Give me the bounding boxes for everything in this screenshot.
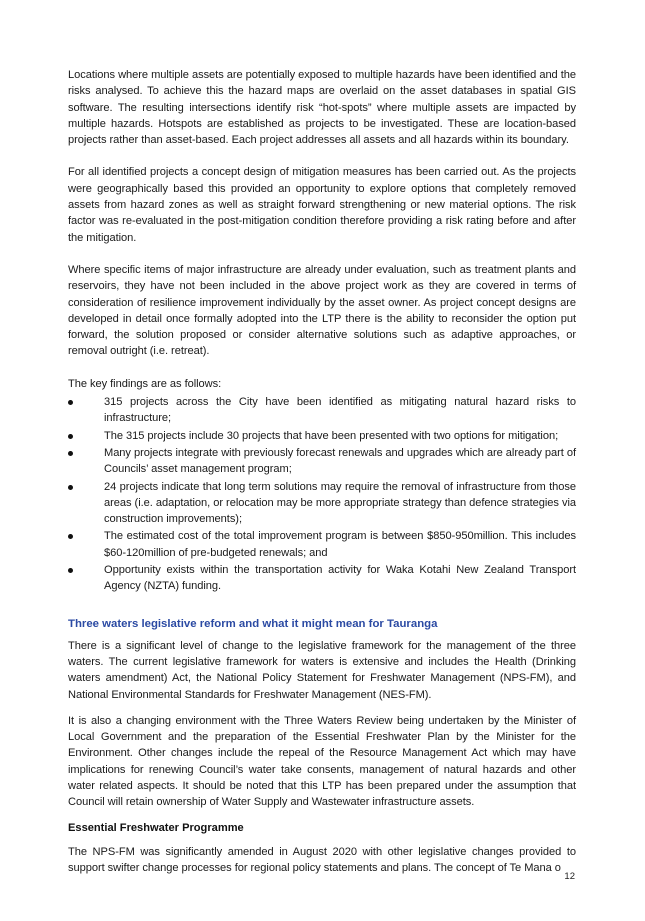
- list-item: [68, 562, 576, 595]
- list-item: [68, 394, 576, 427]
- list-item-text: Many projects integrate with previously forecast renewals and upgrades which are already part of Councils’ asset management program;: [104, 446, 576, 476]
- key-findings-list: [68, 394, 576, 595]
- list-item-text: The 315 projects include 30 projects that have been presented with two options for mitigation;: [104, 429, 559, 442]
- paragraph-hotspots: Locations where multiple assets are potentially exposed to multiple hazards have been identified and the risks analysed. To achieve this the hazard maps are overlaid on the asset databases in spatial GIS software. The resulting intersections identify risk “hot-spots” where multiple assets are impacted by multiple hazards. Hotspots are established as projects to be investigated. These are location-based projects rather than asset-based. Each project addresses all assets and all hazards within its boundary.: [68, 69, 576, 147]
- paragraph-nps-fm: The NPS-FM was significantly amended in August 2020 with other legislative changes provided to support swifter change processes for regional policy statements and plans. The concept of Te Mana o: [68, 845, 576, 874]
- page-content: [68, 67, 576, 892]
- three-waters-heading: Three waters legislative reform and what it might mean for Tauranga: [68, 617, 438, 630]
- list-item: [68, 428, 576, 444]
- list-item-text: Opportunity exists within the transportation activity for Waka Kotahi New Zealand Transport Agency (NZTA) funding.: [104, 564, 576, 593]
- list-item: [68, 479, 576, 528]
- bullet-icon: [68, 485, 73, 490]
- list-item: [68, 445, 576, 478]
- paragraph-changing-environment: It is also a changing environment with the Three Waters Review being undertaken by the Minister of Local Government and the preparation of the Essential Freshwater Plan by the Minister for the Environment. Other changes include the repeal of the Resource Management Act which may have implications for renewing Council’s water take consents, management of natural hazards and other water related aspects. It should be noted that this LTP has been prepared under the assumption that Council will retain ownership of Water Supply and Wastewater infrastructure assets.: [68, 714, 576, 809]
- list-item-text: The estimated cost of the total improvement program is between $850-950million. This includes $60-120million of pre-budgeted renewals; and: [104, 530, 576, 559]
- list-item-text: 24 projects indicate that long term solutions may require the removal of infrastructure from those areas (i.e. adaptation, or relocation may be more appropriate strategy than defence strategies via construction improvements);: [104, 480, 576, 526]
- paragraph-findings-intro: The key findings are as follows:: [68, 377, 222, 390]
- paragraph-concept-design: For all identified projects a concept design of mitigation measures has been carried out. As the projects were geographically based this provided an opportunity to explore options that completely removed assets from hazard zones as well as straight forward strengthening or new material options. The risk factor was re-evaluated in the post-mitigation condition therefore providing a risk rating before and after the mitigation.: [68, 166, 576, 244]
- page-number: 12: [564, 871, 575, 882]
- freshwater-programme-heading: Essential Freshwater Programme: [68, 821, 244, 834]
- bullet-icon: [68, 534, 73, 539]
- bullet-icon: [68, 400, 73, 405]
- list-item: [68, 528, 576, 561]
- bullet-icon: [68, 451, 73, 456]
- paragraph-major-infrastructure: Where specific items of major infrastructure are already under evaluation, such as treatment plants and reservoirs, they have not been included in the above project work as they are covered in terms of consideration of resilience improvement individually by the asset owner. As project concept designs are developed in detail once formally adopted into the LTP there is the ability to reconsider the option put forward, the solution proposed or consider alternative solutions such as adaptive approaches, or removal outright (i.e. retreat).: [68, 263, 576, 358]
- bullet-icon: [68, 434, 73, 439]
- bullet-icon: [68, 568, 73, 573]
- list-item-text: 315 projects across the City have been identified as mitigating natural hazard risks to infrastructure;: [104, 396, 576, 425]
- paragraph-legislative-framework: There is a significant level of change to the legislative framework for the management of the three waters. The current legislative framework for waters is extensive and includes the Health (Drinking waters amendment) Act, the National Policy Statement for Freshwater Management (NPS-FM), and National Environmental Standards for Freshwater Management (NES-FM).: [68, 639, 576, 701]
